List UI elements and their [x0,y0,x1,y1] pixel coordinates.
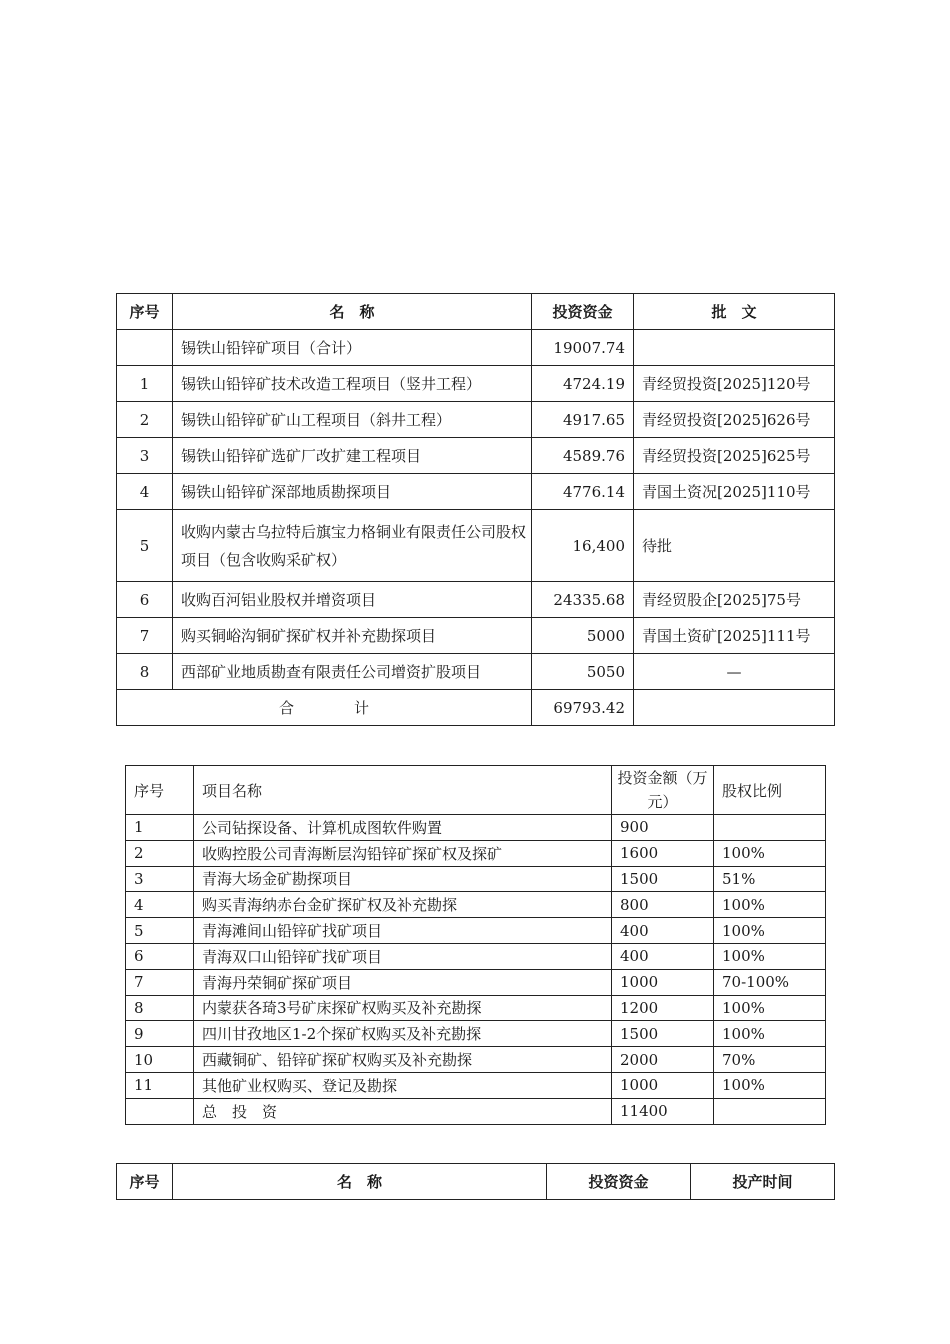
cell-no: 8 [117,654,173,690]
table-row [117,654,835,690]
header-amount: 投资金额（万元） [612,766,714,815]
cell-name: 锡铁山铅锌矿项目（合计） [173,330,532,366]
cell-ratio: 100% [714,1072,826,1098]
cell-amount: 1200 [612,995,714,1021]
cell-no: 8 [126,995,194,1021]
cell-name: 锡铁山铅锌矿矿山工程项目（斜井工程） [173,402,532,438]
cell-name: 收购控股公司青海断层沟铅锌矿探矿权及探矿 [194,840,612,866]
cell-ratio: 100% [714,892,826,918]
cell-name: 锡铁山铅锌矿技术改造工程项目（竖井工程） [173,366,532,402]
cell-no: 4 [117,474,173,510]
cell-approval: 青经贸投资[2025]120号 [634,366,835,402]
header-ratio: 股权比例 [714,766,826,815]
cell-amount: 1500 [612,1021,714,1047]
cell-ratio: 100% [714,995,826,1021]
table-row [126,995,826,1021]
cell-name: 收购内蒙古乌拉特后旗宝力格铜业有限责任公司股权项目（包含收购采矿权） [173,510,532,582]
table-row [117,330,835,366]
table-row [126,1072,826,1098]
table-row [126,1021,826,1047]
table-row [126,969,826,995]
total-row [117,690,835,726]
cell-name: 收购百河铝业股权并增资项目 [173,582,532,618]
cell-name: 西藏铜矿、铅锌矿探矿权购买及补充勘探 [194,1047,612,1073]
cell-approval: 青经贸投资[2025]625号 [634,438,835,474]
cell-ratio: 100% [714,840,826,866]
total-amount: 11400 [612,1098,714,1124]
cell-amount: 5000 [532,618,634,654]
cell-ratio: 100% [714,918,826,944]
cell-no: 10 [126,1047,194,1073]
table-row [126,1047,826,1073]
cell-no [117,330,173,366]
cell-ratio: 100% [714,1021,826,1047]
cell-name: 锡铁山铅锌矿深部地质勘探项目 [173,474,532,510]
cell-name: 青海丹荣铜矿探矿项目 [194,969,612,995]
cell-name: 青海大场金矿勘探项目 [194,866,612,892]
cell-amount: 1000 [612,969,714,995]
header-amount: 投资资金 [547,1164,691,1200]
table-header-row [126,766,826,815]
table-row [126,840,826,866]
header-no: 序号 [117,1164,173,1200]
cell-amount: 400 [612,918,714,944]
cell-ratio: 100% [714,943,826,969]
table-header-row [117,1164,835,1200]
header-amount: 投资资金 [532,294,634,330]
cell-approval: 青国土资矿[2025]111号 [634,618,835,654]
table-row [126,918,826,944]
header-no: 序号 [117,294,173,330]
table-row [126,866,826,892]
cell-amount: 5050 [532,654,634,690]
cell-ratio: 70-100% [714,969,826,995]
cell-no: 9 [126,1021,194,1047]
cell-approval: — [634,654,835,690]
total-label: 总 投 资 [194,1098,612,1124]
header-name: 项目名称 [194,766,612,815]
total-amount: 69793.42 [532,690,634,726]
cell-no: 5 [126,918,194,944]
cell-no: 7 [117,618,173,654]
cell-ratio: 70% [714,1047,826,1073]
cell-amount: 900 [612,815,714,841]
investment-table-3 [116,1163,835,1200]
cell-approval: 青经贸股企[2025]75号 [634,582,835,618]
cell-amount: 24335.68 [532,582,634,618]
total-row [126,1098,826,1124]
cell-name: 青海滩间山铅锌矿找矿项目 [194,918,612,944]
cell-amount: 16,400 [532,510,634,582]
cell-name: 青海双口山铅锌矿找矿项目 [194,943,612,969]
cell-approval [634,330,835,366]
cell-amount: 1600 [612,840,714,866]
header-no: 序号 [126,766,194,815]
total-no-empty [126,1098,194,1124]
cell-amount: 400 [612,943,714,969]
total-label: 合 计 [117,690,532,726]
table-row [117,366,835,402]
cell-name: 内蒙获各琦3号矿床探矿权购买及补充勘探 [194,995,612,1021]
cell-no: 1 [126,815,194,841]
cell-name: 购买铜峪沟铜矿探矿权并补充勘探项目 [173,618,532,654]
cell-name: 其他矿业权购买、登记及勘探 [194,1072,612,1098]
cell-name: 四川甘孜地区1-2个探矿权购买及补充勘探 [194,1021,612,1047]
cell-amount: 19007.74 [532,330,634,366]
cell-ratio: 51% [714,866,826,892]
table-header-row [117,294,835,330]
table-row [117,582,835,618]
cell-no: 5 [117,510,173,582]
cell-no: 1 [117,366,173,402]
table-row [126,892,826,918]
cell-ratio [714,815,826,841]
cell-no: 3 [117,438,173,474]
cell-amount: 2000 [612,1047,714,1073]
cell-approval: 待批 [634,510,835,582]
header-production-time: 投产时间 [691,1164,835,1200]
table-row [126,943,826,969]
cell-no: 4 [126,892,194,918]
cell-name: 公司钻探设备、计算机成图软件购置 [194,815,612,841]
investment-table-2 [125,765,826,1125]
cell-amount: 4589.76 [532,438,634,474]
total-approval-empty [634,690,835,726]
table-row [117,618,835,654]
header-name: 名 称 [173,1164,547,1200]
cell-no: 7 [126,969,194,995]
investment-table-1 [116,293,835,726]
table-row [117,510,835,582]
cell-amount: 800 [612,892,714,918]
header-approval: 批 文 [634,294,835,330]
table-row [126,815,826,841]
cell-amount: 4917.65 [532,402,634,438]
cell-approval: 青经贸投资[2025]626号 [634,402,835,438]
cell-name: 购买青海纳赤台金矿探矿权及补充勘探 [194,892,612,918]
cell-no: 6 [126,943,194,969]
cell-amount: 4776.14 [532,474,634,510]
cell-no: 11 [126,1072,194,1098]
header-name: 名 称 [173,294,532,330]
cell-approval: 青国土资况[2025]110号 [634,474,835,510]
cell-amount: 4724.19 [532,366,634,402]
total-ratio-empty [714,1098,826,1124]
cell-amount: 1500 [612,866,714,892]
table-row [117,474,835,510]
table-row [117,402,835,438]
cell-no: 6 [117,582,173,618]
table-row [117,438,835,474]
cell-no: 2 [126,840,194,866]
cell-name: 锡铁山铅锌矿选矿厂改扩建工程项目 [173,438,532,474]
cell-amount: 1000 [612,1072,714,1098]
cell-no: 2 [117,402,173,438]
cell-name: 西部矿业地质勘查有限责任公司增资扩股项目 [173,654,532,690]
cell-no: 3 [126,866,194,892]
